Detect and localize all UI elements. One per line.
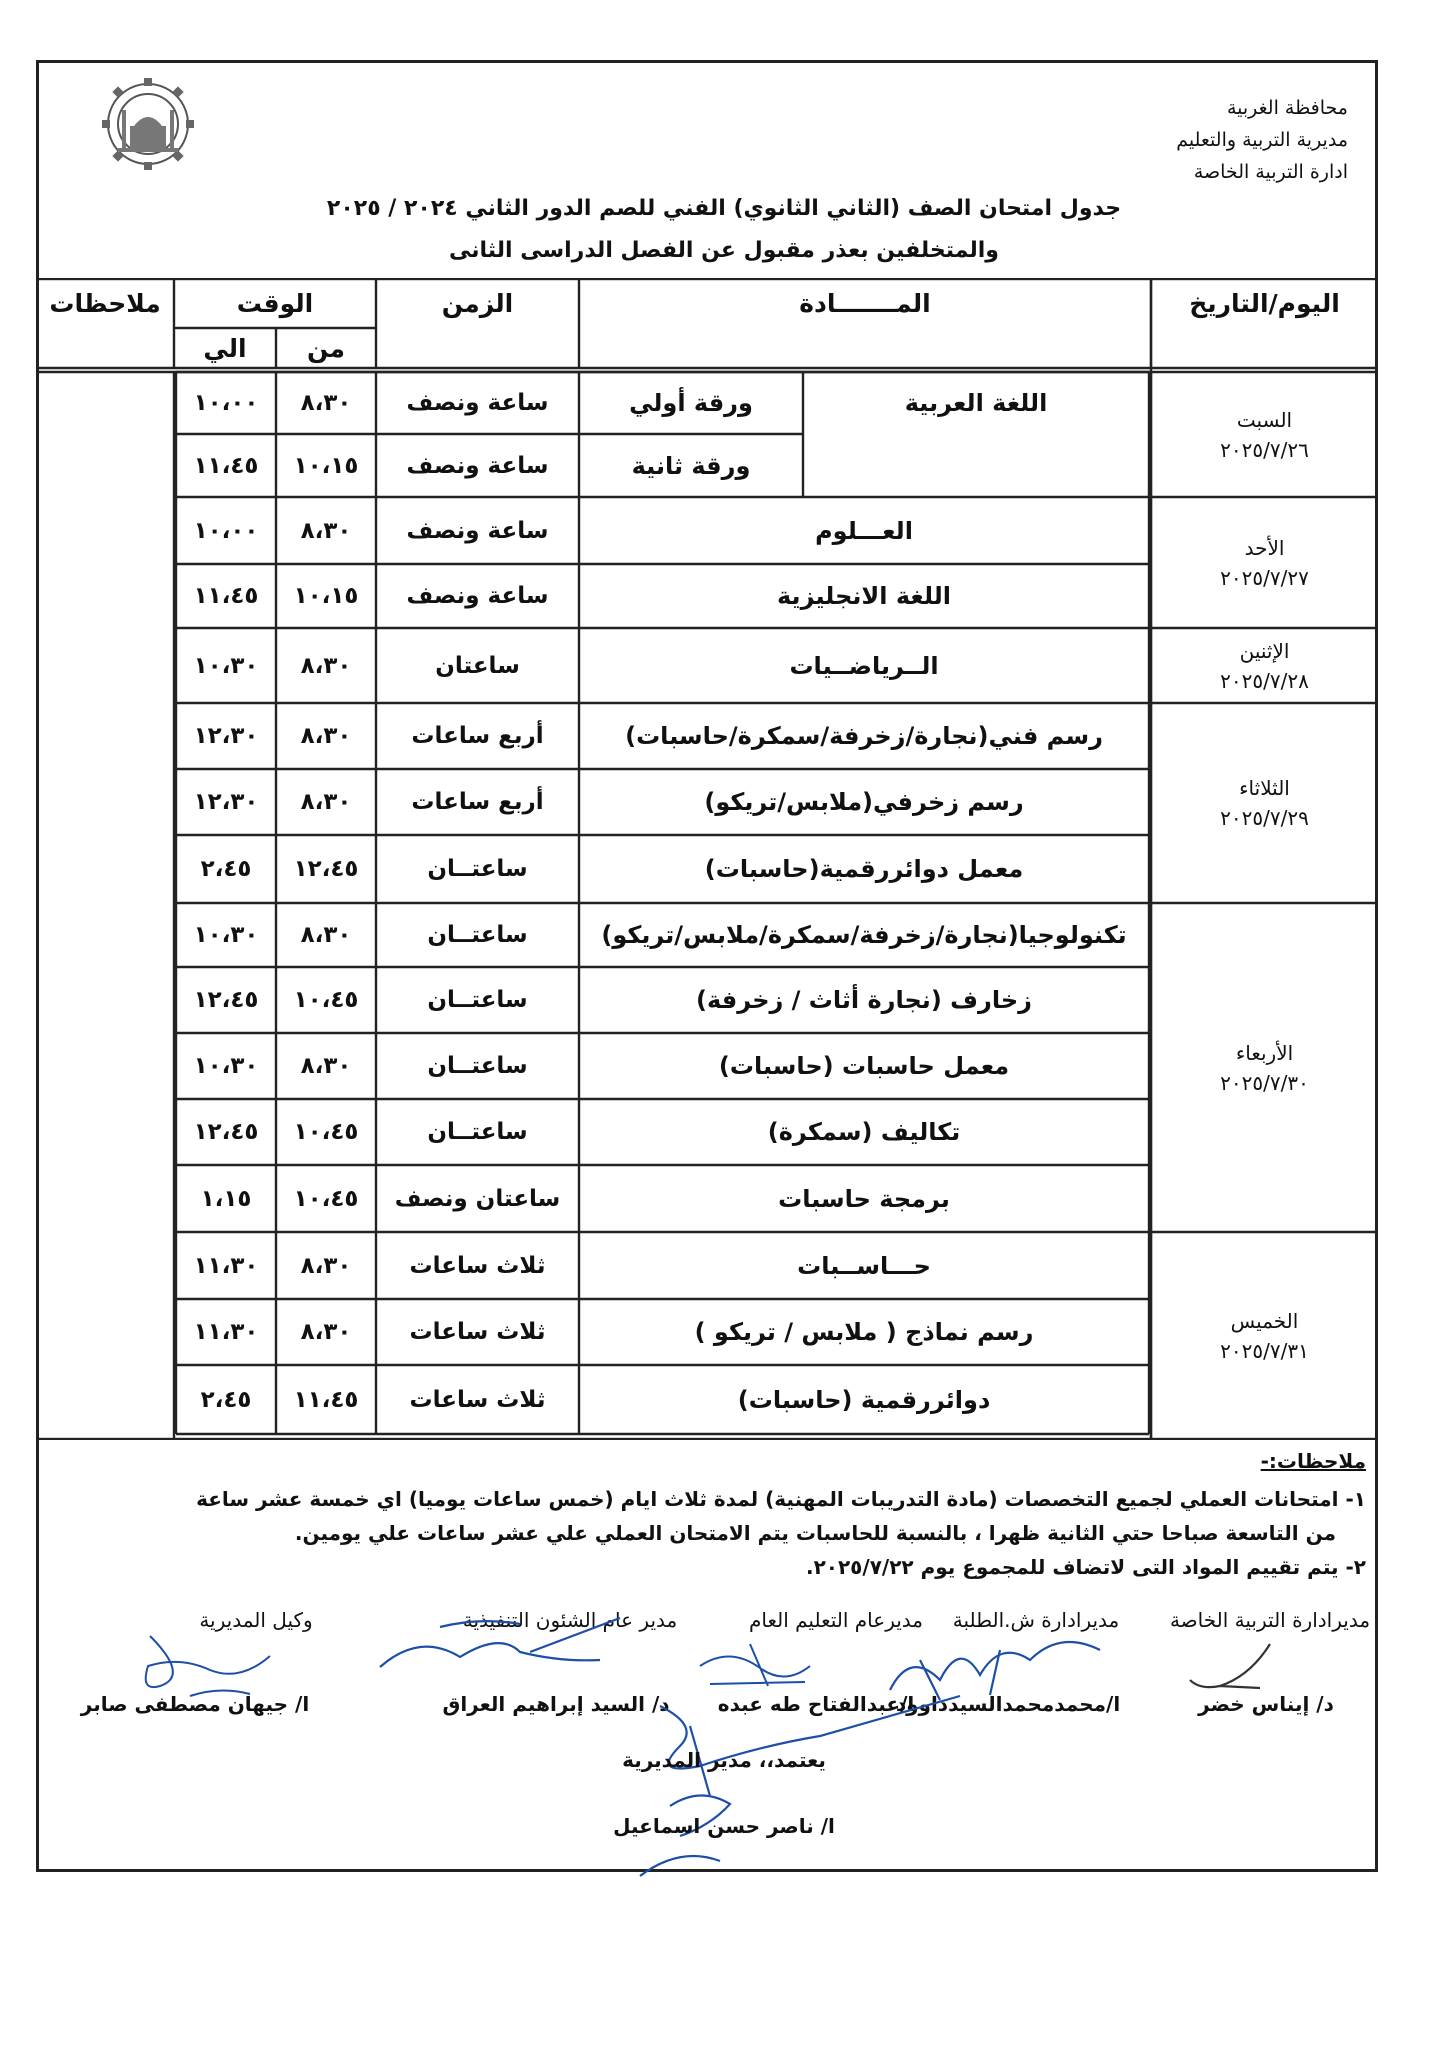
signatory-title: مديرادارة ش.الطلبة [952, 1608, 1120, 1632]
duration-cell: ساعتان [435, 652, 520, 679]
subject-cell: زخارف (نجارة أثاث / زخرفة) [696, 986, 1032, 1014]
director-name: ا/ ناصر حسن اسماعيل [613, 1814, 835, 1838]
subject-cell: اللغة الانجليزية [777, 582, 951, 610]
duration-cell: ثلاث ساعات [409, 1386, 546, 1413]
time-to-cell: ٢،٤٥ [200, 1386, 252, 1413]
day-date: ٢٠٢٥/٧/٣١ [1220, 1339, 1309, 1363]
ministry-logo [92, 74, 204, 174]
subject-cell: معمل دوائررقمية(حاسبات) [704, 855, 1024, 883]
duration-cell: ساعتــان [427, 987, 528, 1013]
time-from-cell: ٨،٣٠ [300, 1252, 352, 1279]
notes-section [66, 1444, 1366, 1584]
header-day-date: اليوم/التاريخ [1189, 288, 1340, 318]
day-cell [1151, 903, 1378, 1232]
duration-cell: ساعة ونصف [406, 452, 549, 479]
duration-cell: ثلاث ساعات [409, 1319, 546, 1345]
day-cell [1151, 628, 1378, 703]
header-time: الوقت [236, 288, 314, 318]
day-name: الأربعاء [1235, 1040, 1294, 1065]
day-date: ٢٠٢٥/٧/٢٧ [1220, 565, 1309, 590]
time-from-cell: ١٠،٤٥ [293, 1185, 359, 1212]
duration-cell: ساعتــان [427, 1053, 528, 1079]
duration-cell: أربع ساعات [411, 789, 544, 815]
day-date: ٢٠٢٥/٧/٢٩ [1220, 806, 1309, 830]
time-to-cell: ١١،٣٠ [193, 1252, 259, 1279]
duration-cell: ساعتــان [427, 922, 528, 948]
day-name: الإثنين [1239, 638, 1290, 663]
paper-cell: ورقة ثانية [631, 451, 751, 480]
paper-cell: ورقة أولي [629, 389, 753, 417]
subject-cell: حـــاســبات [797, 1251, 931, 1280]
time-from-cell: ٨،٣٠ [300, 789, 352, 815]
duration-cell: ساعتــان [427, 856, 528, 882]
signatory-name: ا/محمدمحمدالسيدداوود [895, 1692, 1121, 1716]
duration-cell: ساعة ونصف [406, 583, 549, 609]
subject-cell: برمجة حاسبات [778, 1184, 950, 1213]
time-to-cell: ٢،٤٥ [200, 856, 252, 882]
document-subtitle: والمتخلفين بعذر مقبول عن الفصل الدراسى الثانى [449, 238, 999, 263]
time-from-cell: ١١،٤٥ [293, 1386, 359, 1413]
signatory-title: مديرعام التعليم العام [748, 1608, 924, 1632]
duration-cell: ساعة ونصف [406, 390, 549, 416]
time-to-cell: ١٢،٣٠ [193, 723, 259, 749]
day-date: ٢٠٢٥/٧/٣٠ [1220, 1070, 1309, 1095]
duration-cell: أربع ساعات [411, 723, 544, 749]
org-directorate: مديرية التربية والتعليم [1176, 129, 1348, 151]
note-text-continued: من التاسعة صباحا حتي الثانية ظهرا ، بالنسبة للحاسبات يتم الامتحان العملي علي عشر ساعات علي يومين. [294, 1521, 1336, 1545]
time-to-cell: ١٢،٣٠ [193, 789, 259, 815]
approval-text: يعتمد،، مدير المديرية [622, 1748, 826, 1772]
signatory-title: مديرادارة التربية الخاصة [1169, 1608, 1371, 1632]
day-cell [1151, 1232, 1378, 1440]
time-from-cell: ١٠،١٥ [293, 452, 359, 479]
signatory-title: وكيل المديرية [199, 1608, 313, 1632]
duration-cell: ساعتــان [427, 1119, 528, 1145]
subject-cell: دوائررقمية (حاسبات) [737, 1385, 991, 1414]
signatory-name: د/ السيد إبراهيم العراق [442, 1692, 670, 1716]
time-from-cell: ١٠،٤٥ [293, 987, 359, 1013]
subject-cell: رسم زخرفي(ملابس/تريكو) [704, 788, 1024, 816]
signatory-name: ا/عبدالفتاح طه عبده [717, 1692, 915, 1716]
exam-schedule-table [36, 278, 1378, 1440]
time-from-cell: ٨،٣٠ [300, 1053, 352, 1079]
time-to-cell: ١٠،٣٠ [193, 1053, 259, 1079]
day-name: السبت [1236, 407, 1293, 432]
day-name: الأحد [1244, 535, 1285, 560]
note-text: امتحانات العملي لجميع التخصصات (مادة التدريبات المهنية) لمدة ثلاث ايام (خمس ساعات يوميا) اي خمسة عشر ساعة [196, 1487, 1339, 1511]
header-notes: ملاحظات [49, 288, 161, 318]
time-to-cell: ١٠،٠٠ [193, 390, 259, 416]
subject-cell: تكاليف (سمكرة) [767, 1118, 961, 1146]
day-date: ٢٠٢٥/٧/٢٨ [1220, 668, 1309, 693]
time-to-cell: ١٠،٣٠ [193, 652, 259, 679]
time-from-cell: ٨،٣٠ [300, 922, 352, 948]
time-from-cell: ٨،٣٠ [300, 723, 352, 749]
note-number: ١- [1345, 1487, 1366, 1511]
organization-header [1176, 92, 1348, 188]
time-from-cell: ٨،٣٠ [300, 517, 352, 544]
note-item [66, 1550, 1366, 1584]
subject-arabic: اللغة العربية [904, 389, 1048, 417]
subject-cell: رسم نماذج ( ملابس / تريكو ) [694, 1318, 1034, 1346]
day-cell [1151, 372, 1378, 497]
note-text: يتم تقييم المواد التى لاتضاف للمجموع يوم ٢٠٢٥/٧/٢٢. [805, 1555, 1339, 1579]
signatory-name: ا/ جيهان مصطفى صابر [80, 1692, 310, 1716]
subject-cell: العـــلوم [815, 516, 913, 545]
time-to-cell: ١،١٥ [200, 1185, 252, 1212]
day-date: ٢٠٢٥/٧/٢٦ [1220, 437, 1309, 462]
time-to-cell: ١٠،٠٠ [193, 517, 259, 544]
subject-cell: رسم فني(نجارة/زخرفة/سمكرة/حاسبات) [625, 722, 1103, 750]
duration-cell: ساعة ونصف [406, 517, 549, 544]
time-from-cell: ٨،٣٠ [300, 390, 352, 416]
time-from-cell: ٨،٣٠ [300, 652, 352, 679]
time-to-cell: ١١،٤٥ [193, 452, 259, 479]
duration-cell: ثلاث ساعات [409, 1252, 546, 1279]
subject-cell: معمل حاسبات (حاسبات) [718, 1052, 1010, 1080]
subject-cell: تكنولوجيا(نجارة/زخرفة/سمكرة/ملابس/تريكو) [601, 921, 1127, 949]
time-from-cell: ١٠،١٥ [293, 583, 359, 609]
time-from-cell: ١٠،٤٥ [293, 1119, 359, 1145]
notes-heading: ملاحظات:- [1260, 1449, 1366, 1473]
document-title: جدول امتحان الصف (الثاني الثانوي) الفني للصم الدور الثاني ٢٠٢٤ / ٢٠٢٥ [326, 196, 1122, 221]
header-duration: الزمن [441, 288, 514, 318]
time-to-cell: ١١،٤٥ [193, 583, 259, 609]
time-to-cell: ١٠،٣٠ [193, 922, 259, 948]
day-name: الخميس [1230, 1309, 1299, 1333]
header-time-to: الي [203, 333, 247, 363]
time-from-cell: ٨،٣٠ [300, 1319, 352, 1345]
org-governorate: محافظة الغربية [1226, 97, 1348, 119]
time-to-cell: ١٢،٤٥ [193, 1119, 259, 1145]
org-department: ادارة التربية الخاصة [1193, 161, 1348, 183]
day-cell [1151, 497, 1378, 628]
time-to-cell: ١٢،٤٥ [193, 987, 259, 1013]
duration-cell: ساعتان ونصف [394, 1185, 561, 1212]
subject-cell: الــرياضــيات [789, 651, 939, 680]
time-from-cell: ١٢،٤٥ [293, 856, 359, 882]
day-name: الثلاثاء [1239, 776, 1290, 800]
header-time-from: من [307, 333, 345, 363]
note-number: ٢- [1345, 1555, 1366, 1579]
time-to-cell: ١١،٣٠ [193, 1319, 259, 1345]
signatory-title: مدير عام الشئون التنفيذية [462, 1608, 678, 1632]
day-cell [1151, 703, 1378, 903]
note-item [66, 1482, 1366, 1516]
header-subject: المـــــــادة [799, 288, 931, 318]
signatory-name: د/ إيناس خضر [1198, 1692, 1334, 1716]
